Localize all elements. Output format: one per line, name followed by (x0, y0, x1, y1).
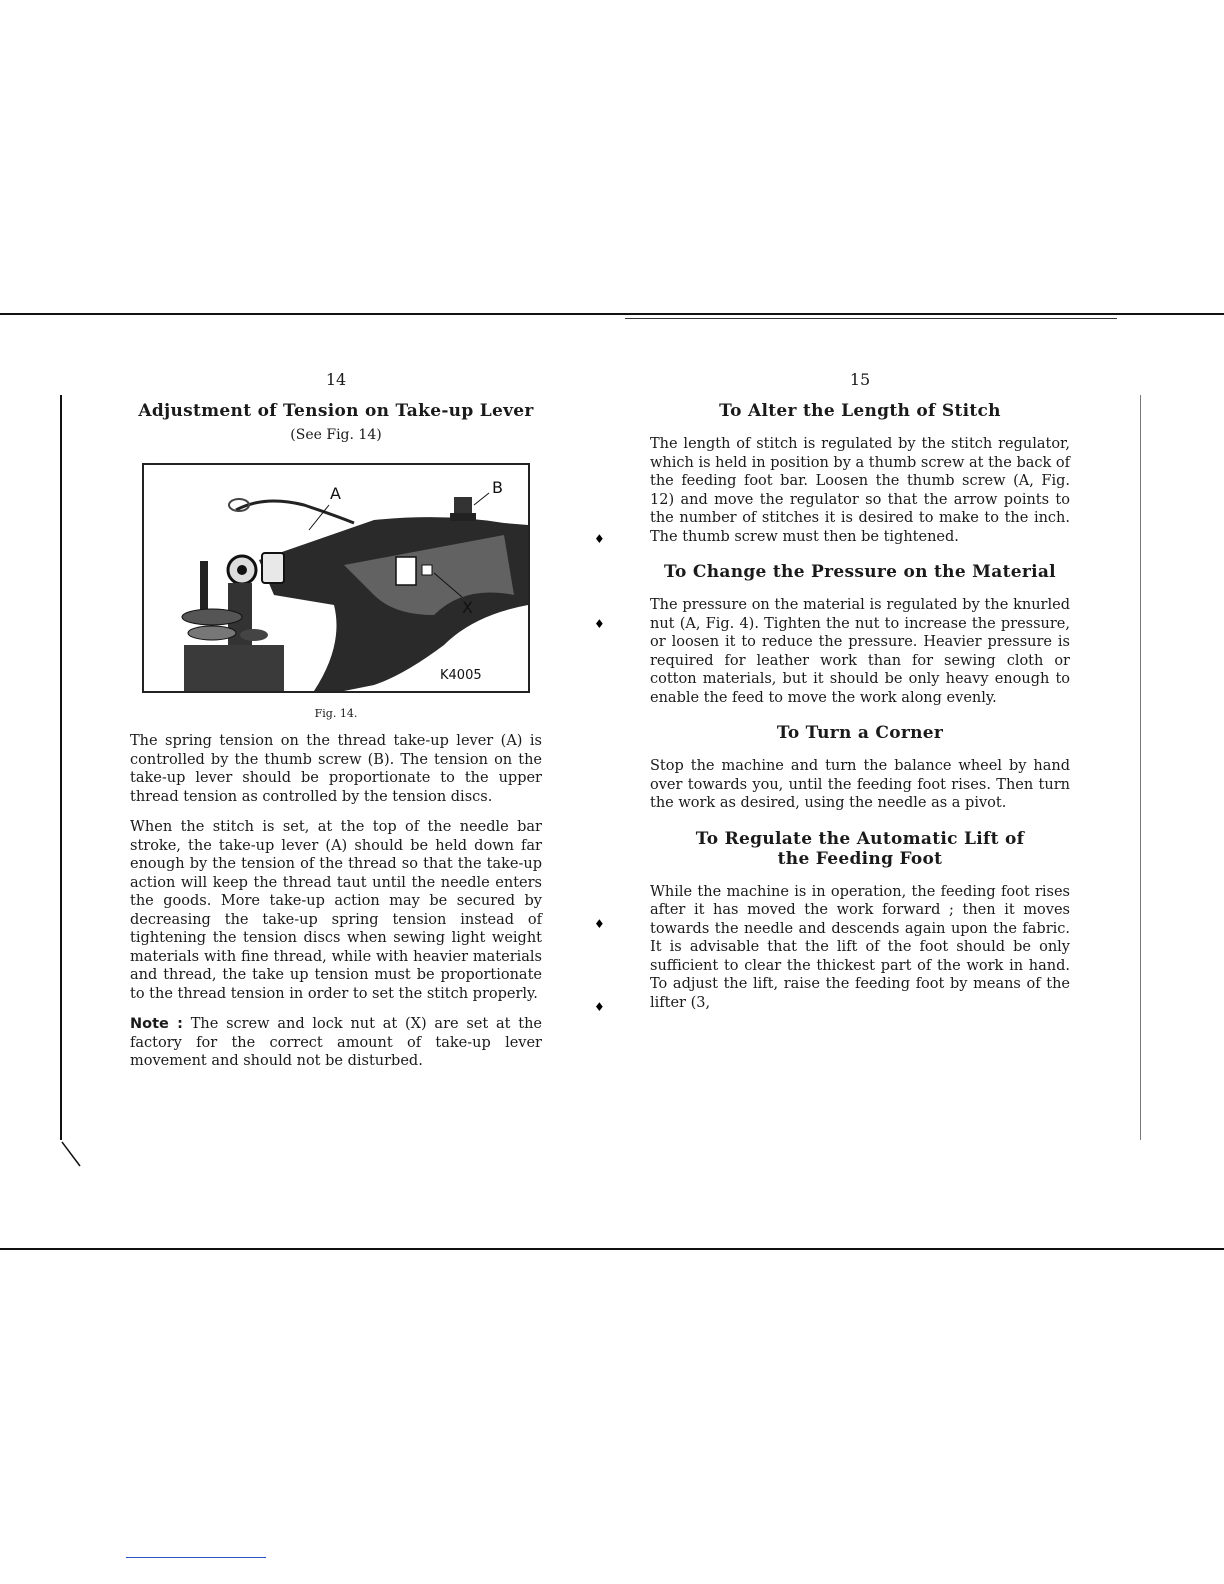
page-number: 15 (849, 370, 871, 389)
note-paragraph (130, 1015, 542, 1071)
scan-border-top (0, 313, 1224, 315)
svg-text:K4005: K4005 (440, 668, 482, 683)
section-text: While the machine is in operation, the feeding foot rises after it has moved the work forward ; then it moves towards the needle and descends again upon the fabric. It is advisable that the lift of the foot should be only sufficient to clear the thickest part of the work in hand. To adjust the lift, raise the feeding foot by means of the lifter (3, (650, 883, 1070, 1011)
svg-text:A: A (330, 484, 341, 503)
paragraph: When the stitch is set, at the top of the needle bar stroke, the take-up lever (A) should be held down far enough by the tension of the thread so that the take-up action will keep the thread taut until the needle enters the goods. More take-up action may be secured by decreasing the take-up spring tension instead of tightening the tension discs when sewing light weight materials with fine thread, while with heavier materials and thread, the take up tension must be proportionate to the thread tension in order to set the stitch properly. (130, 819, 542, 1002)
section-heading: To Alter the Length of Stitch (719, 401, 1001, 421)
figure-caption: Fig. 14. (314, 707, 358, 720)
gutter-mark: ♦ (594, 1000, 605, 1014)
right-page (650, 370, 1070, 1024)
svg-text:X: X (462, 598, 473, 617)
page-fold-right (1140, 395, 1141, 1140)
gutter-mark: ♦ (594, 617, 605, 631)
note-text: The screw and lock nut at (X) are set at the factory for the correct amount of take-up lever movement and should not be disturbed. (130, 1016, 543, 1069)
scan-border-bottom (0, 1248, 1224, 1250)
gutter-mark: ♦ (594, 917, 605, 931)
section-text: Stop the machine and turn the balance wheel by hand over towards you, until the feeding foot rises. Then turn the work as desired, using the needle as a pivot. (650, 758, 1070, 811)
section-heading: Adjustment of Tension on Take-up Lever (138, 401, 534, 421)
section-heading: To Regulate the Automatic Lift of the Feeding Foot (695, 828, 1025, 869)
header-rule-right (625, 318, 1117, 319)
link-underline (126, 1557, 266, 1558)
section-text: The length of stitch is regulated by the stitch regulator, which is held in position by a thumb screw at the back of the feeding foot bar. Loosen the thumb screw (A, Fig. 12) and move the regulator so that the arrow points to the number of stitches it is desired to make to the inch. The thumb screw must then be tightened. (650, 436, 1070, 545)
page-number: 14 (325, 370, 347, 389)
page-fold-left (60, 395, 62, 1140)
corner-mark (60, 1140, 84, 1170)
take-up-lever-illustration (144, 465, 528, 691)
gutter-mark: ♦ (594, 532, 605, 546)
note-label: Note : (130, 1016, 183, 1032)
svg-text:B: B (492, 478, 503, 497)
left-page (130, 370, 542, 1083)
figure-reference: (See Fig. 14) (290, 427, 382, 443)
section-text: The pressure on the material is regulated by the knurled nut (A, Fig. 4). Tighten the nut to increase the pressure, or loosen it to reduce the pressure. Heavier pressure is required for leather work than for sewing cloth or cotton materials, but it should be only heavy enough to enable the feed to move the work along evenly. (650, 597, 1070, 706)
section-heading: To Change the Pressure on the Material (664, 562, 1056, 582)
figure-14 (142, 463, 530, 693)
section-heading: To Turn a Corner (776, 723, 944, 743)
paragraph: The spring tension on the thread take-up lever (A) is controlled by the thumb screw (B). The tension on the take-up lever should be proportionate to the upper thread tension as controlled by the tension discs. (130, 733, 542, 805)
